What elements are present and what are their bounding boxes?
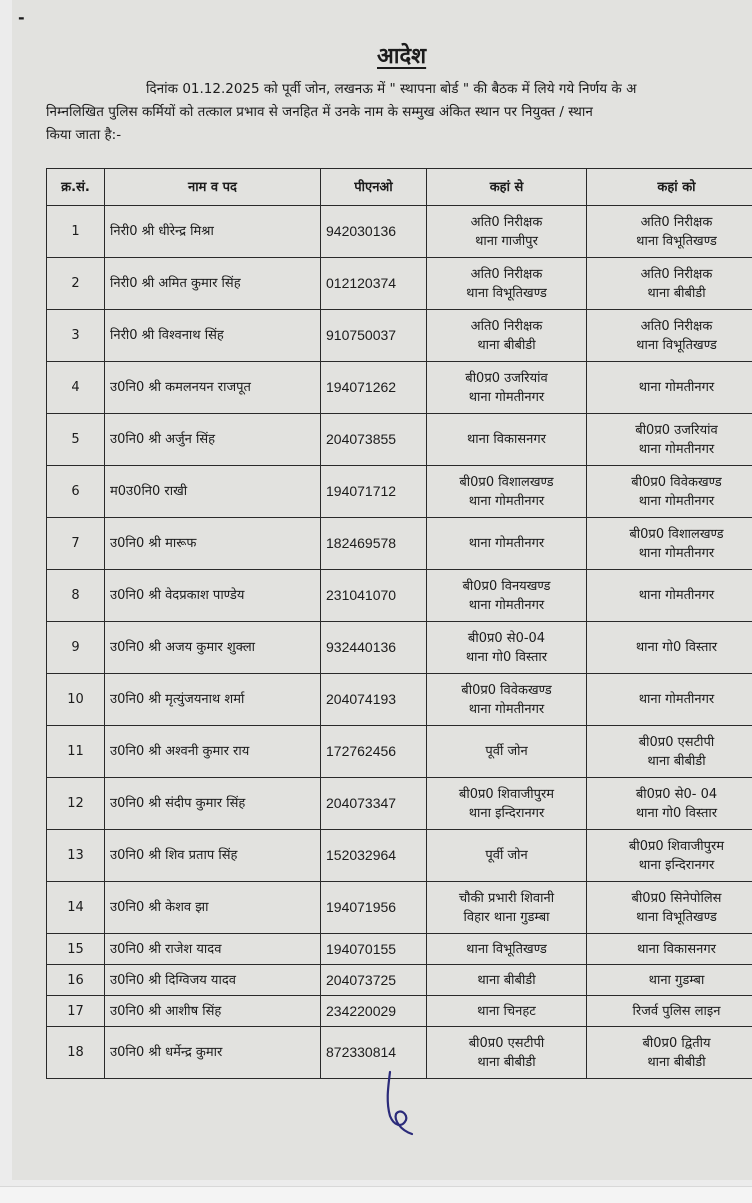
cell-to-line: थाना गो0 विस्तार bbox=[592, 638, 752, 657]
cell-pno: 204073725 bbox=[321, 965, 427, 996]
cell-to bbox=[587, 965, 752, 996]
cell-pno: 194070155 bbox=[321, 934, 427, 965]
cell-to bbox=[587, 726, 752, 778]
cell-from-line: बी0प्र0 से0-04 bbox=[432, 629, 581, 648]
cell-to-line: थाना बीबीडी bbox=[592, 752, 752, 771]
signature-mark bbox=[372, 1068, 422, 1138]
table-row bbox=[47, 996, 752, 1027]
bottom-strip bbox=[0, 1186, 752, 1203]
cell-from-line: थाना विकासनगर bbox=[432, 430, 581, 449]
cell-from-line: थाना गोमतीनगर bbox=[432, 534, 581, 553]
cell-to-line: थाना गोमतीनगर bbox=[592, 586, 752, 605]
cell-pno: 872330814 bbox=[321, 1027, 427, 1079]
cell-serial: 6 bbox=[47, 466, 105, 518]
cell-to-line: बी0प्र0 उजरियांव bbox=[592, 421, 752, 440]
cell-to bbox=[587, 622, 752, 674]
cell-to-line: बी0प्र0 शिवाजीपुरम bbox=[592, 837, 752, 856]
cell-from-line: थाना विभूतिखण्ड bbox=[432, 940, 581, 959]
cell-pno: 942030136 bbox=[321, 206, 427, 258]
table-row bbox=[47, 518, 752, 570]
cell-name-post: उ0नि0 श्री केशव झा bbox=[105, 882, 321, 934]
cell-pno: 231041070 bbox=[321, 570, 427, 622]
cell-from-line: थाना इन्दिरानगर bbox=[432, 804, 581, 823]
cell-to-line: बी0प्र0 से0- 04 bbox=[592, 785, 752, 804]
cell-to-line: थाना गोमतीनगर bbox=[592, 544, 752, 563]
table-row bbox=[47, 882, 752, 934]
posting-table bbox=[46, 168, 752, 1079]
header-serial: क्र.सं. bbox=[47, 169, 105, 206]
table-row bbox=[47, 362, 752, 414]
cell-from-line: चौकी प्रभारी शिवानी bbox=[432, 889, 581, 908]
table-row bbox=[47, 258, 752, 310]
cell-from-line: बी0प्र0 विवेकखण्ड bbox=[432, 681, 581, 700]
cell-to-line: बी0प्र0 विशालखण्ड bbox=[592, 525, 752, 544]
cell-to bbox=[587, 466, 752, 518]
cell-serial: 9 bbox=[47, 622, 105, 674]
cell-to-line: थाना गोमतीनगर bbox=[592, 690, 752, 709]
cell-to-line: बी0प्र0 द्वितीय bbox=[592, 1034, 752, 1053]
cell-pno: 204073855 bbox=[321, 414, 427, 466]
cell-from bbox=[427, 726, 587, 778]
cell-from bbox=[427, 674, 587, 726]
cell-serial: 1 bbox=[47, 206, 105, 258]
intro-line-3: किया जाता है:- bbox=[46, 124, 752, 147]
cell-from-line: अति0 निरीक्षक bbox=[432, 317, 581, 336]
table-row bbox=[47, 414, 752, 466]
cell-from bbox=[427, 934, 587, 965]
cell-pno: 152032964 bbox=[321, 830, 427, 882]
cell-serial: 15 bbox=[47, 934, 105, 965]
cell-to-line: अति0 निरीक्षक bbox=[592, 317, 752, 336]
cell-to-line: थाना विभूतिखण्ड bbox=[592, 232, 752, 251]
cell-to bbox=[587, 830, 752, 882]
table-row bbox=[47, 934, 752, 965]
table-row bbox=[47, 466, 752, 518]
table-row bbox=[47, 674, 752, 726]
cell-pno: 172762456 bbox=[321, 726, 427, 778]
cell-serial: 4 bbox=[47, 362, 105, 414]
cell-pno: 932440136 bbox=[321, 622, 427, 674]
document-page bbox=[12, 0, 752, 1180]
cell-from-line: थाना बीबीडी bbox=[432, 336, 581, 355]
cell-to-line: थाना इन्दिरानगर bbox=[592, 856, 752, 875]
cell-name-post: उ0नि0 श्री मृत्युंजयनाथ शर्मा bbox=[105, 674, 321, 726]
table-row bbox=[47, 726, 752, 778]
cell-name-post: उ0नि0 श्री शिव प्रताप सिंह bbox=[105, 830, 321, 882]
cell-name-post: म0उ0नि0 राखी bbox=[105, 466, 321, 518]
cell-pno: 204074193 bbox=[321, 674, 427, 726]
cell-serial: 17 bbox=[47, 996, 105, 1027]
table-row bbox=[47, 830, 752, 882]
cell-from-line: अति0 निरीक्षक bbox=[432, 265, 581, 284]
cell-from bbox=[427, 1027, 587, 1079]
cell-to bbox=[587, 674, 752, 726]
cell-serial: 14 bbox=[47, 882, 105, 934]
cell-to-line: बी0प्र0 एसटीपी bbox=[592, 733, 752, 752]
cell-from-line: थाना बीबीडी bbox=[432, 971, 581, 990]
cell-pno: 234220029 bbox=[321, 996, 427, 1027]
table-row bbox=[47, 206, 752, 258]
cell-from bbox=[427, 362, 587, 414]
cell-serial: 12 bbox=[47, 778, 105, 830]
cell-to-line: थाना बीबीडी bbox=[592, 284, 752, 303]
cell-to-line: थाना गोमतीनगर bbox=[592, 440, 752, 459]
cell-from bbox=[427, 882, 587, 934]
cell-name-post: उ0नि0 श्री अश्वनी कुमार राय bbox=[105, 726, 321, 778]
corner-mark: - bbox=[18, 8, 25, 27]
table-row bbox=[47, 310, 752, 362]
cell-to-line: बी0प्र0 विवेकखण्ड bbox=[592, 473, 752, 492]
table-row bbox=[47, 622, 752, 674]
cell-pno: 182469578 bbox=[321, 518, 427, 570]
cell-from-line: पूर्वी जोन bbox=[432, 742, 581, 761]
cell-from-line: थाना चिनहट bbox=[432, 1002, 581, 1021]
cell-to bbox=[587, 934, 752, 965]
cell-from bbox=[427, 310, 587, 362]
cell-to bbox=[587, 882, 752, 934]
cell-from-line: पूर्वी जोन bbox=[432, 846, 581, 865]
cell-serial: 7 bbox=[47, 518, 105, 570]
cell-to-line: बी0प्र0 सिनेपोलिस bbox=[592, 889, 752, 908]
cell-from-line: बी0प्र0 शिवाजीपुरम bbox=[432, 785, 581, 804]
cell-to bbox=[587, 310, 752, 362]
table-row bbox=[47, 965, 752, 996]
cell-name-post: निरी0 श्री धीरेन्द्र मिश्रा bbox=[105, 206, 321, 258]
cell-name-post: निरी0 श्री विश्वनाथ सिंह bbox=[105, 310, 321, 362]
cell-serial: 2 bbox=[47, 258, 105, 310]
cell-to-line: थाना गोमतीनगर bbox=[592, 378, 752, 397]
cell-to bbox=[587, 258, 752, 310]
cell-from-line: बी0प्र0 विनयखण्ड bbox=[432, 577, 581, 596]
cell-to bbox=[587, 570, 752, 622]
header-name-post: नाम व पद bbox=[105, 169, 321, 206]
cell-serial: 11 bbox=[47, 726, 105, 778]
cell-name-post: निरी0 श्री अमित कुमार सिंह bbox=[105, 258, 321, 310]
cell-serial: 18 bbox=[47, 1027, 105, 1079]
cell-from bbox=[427, 414, 587, 466]
header-to: कहां को bbox=[587, 169, 752, 206]
cell-to-line: थाना गुडम्बा bbox=[592, 971, 752, 990]
cell-name-post: उ0नि0 श्री वेदप्रकाश पाण्डेय bbox=[105, 570, 321, 622]
cell-from-line: थाना गोमतीनगर bbox=[432, 596, 581, 615]
cell-from-line: बी0प्र0 विशालखण्ड bbox=[432, 473, 581, 492]
cell-to bbox=[587, 518, 752, 570]
cell-serial: 3 bbox=[47, 310, 105, 362]
cell-from-line: थाना गोमतीनगर bbox=[432, 492, 581, 511]
cell-from-line: थाना विभूतिखण्ड bbox=[432, 284, 581, 303]
cell-serial: 5 bbox=[47, 414, 105, 466]
cell-from bbox=[427, 258, 587, 310]
cell-pno: 910750037 bbox=[321, 310, 427, 362]
cell-from bbox=[427, 206, 587, 258]
header-pno: पीएनओ bbox=[321, 169, 427, 206]
intro-line-1: दिनांक 01.12.2025 को पूर्वी जोन, लखनऊ में " स्थापना बोर्ड " की बैठक में लिये गये निर्णय के अ bbox=[46, 78, 752, 101]
cell-pno: 194071956 bbox=[321, 882, 427, 934]
cell-name-post: उ0नि0 श्री संदीप कुमार सिंह bbox=[105, 778, 321, 830]
intro-line-2: निम्नलिखित पुलिस कर्मियों को तत्काल प्रभाव से जनहित में उनके नाम के सम्मुख अंकित स्थान पर नियुक्त / स्थान bbox=[46, 101, 752, 124]
cell-name-post: उ0नि0 श्री अर्जुन सिंह bbox=[105, 414, 321, 466]
cell-pno: 204073347 bbox=[321, 778, 427, 830]
cell-from-line: थाना बीबीडी bbox=[432, 1053, 581, 1072]
cell-from bbox=[427, 570, 587, 622]
cell-pno: 012120374 bbox=[321, 258, 427, 310]
cell-serial: 8 bbox=[47, 570, 105, 622]
table-row bbox=[47, 570, 752, 622]
header-from: कहां से bbox=[427, 169, 587, 206]
document-title: आदेश bbox=[377, 40, 426, 70]
cell-to-line: रिजर्व पुलिस लाइन bbox=[592, 1002, 752, 1021]
cell-pno: 194071262 bbox=[321, 362, 427, 414]
table-body bbox=[47, 206, 752, 1079]
cell-to-line: अति0 निरीक्षक bbox=[592, 265, 752, 284]
table-header-row bbox=[47, 169, 752, 206]
cell-to-line: थाना विकासनगर bbox=[592, 940, 752, 959]
table-row bbox=[47, 778, 752, 830]
cell-from-line: बी0प्र0 उजरियांव bbox=[432, 369, 581, 388]
cell-from-line: थाना गो0 विस्तार bbox=[432, 648, 581, 667]
cell-from bbox=[427, 965, 587, 996]
cell-to bbox=[587, 362, 752, 414]
cell-name-post: उ0नि0 श्री मारूफ bbox=[105, 518, 321, 570]
cell-to-line: थाना विभूतिखण्ड bbox=[592, 336, 752, 355]
cell-from-line: थाना गोमतीनगर bbox=[432, 700, 581, 719]
cell-from bbox=[427, 518, 587, 570]
cell-pno: 194071712 bbox=[321, 466, 427, 518]
cell-from-line: विहार थाना गुडम्बा bbox=[432, 908, 581, 927]
cell-to bbox=[587, 778, 752, 830]
cell-from bbox=[427, 778, 587, 830]
cell-to-line: अति0 निरीक्षक bbox=[592, 213, 752, 232]
cell-name-post: उ0नि0 श्री दिग्विजय यादव bbox=[105, 965, 321, 996]
cell-name-post: उ0नि0 श्री आशीष सिंह bbox=[105, 996, 321, 1027]
cell-to bbox=[587, 996, 752, 1027]
cell-name-post: उ0नि0 श्री धर्मेन्द्र कुमार bbox=[105, 1027, 321, 1079]
cell-to bbox=[587, 206, 752, 258]
cell-from-line: बी0प्र0 एसटीपी bbox=[432, 1034, 581, 1053]
cell-from bbox=[427, 466, 587, 518]
cell-serial: 10 bbox=[47, 674, 105, 726]
cell-from bbox=[427, 830, 587, 882]
cell-to-line: थाना बीबीडी bbox=[592, 1053, 752, 1072]
cell-to-line: थाना गो0 विस्तार bbox=[592, 804, 752, 823]
cell-serial: 16 bbox=[47, 965, 105, 996]
intro-paragraph bbox=[46, 78, 752, 147]
cell-name-post: उ0नि0 श्री राजेश यादव bbox=[105, 934, 321, 965]
cell-from-line: थाना गोमतीनगर bbox=[432, 388, 581, 407]
cell-from bbox=[427, 622, 587, 674]
cell-from-line: थाना गाजीपुर bbox=[432, 232, 581, 251]
cell-to-line: थाना विभूतिखण्ड bbox=[592, 908, 752, 927]
cell-name-post: उ0नि0 श्री कमलनयन राजपूत bbox=[105, 362, 321, 414]
cell-to-line: थाना गोमतीनगर bbox=[592, 492, 752, 511]
cell-serial: 13 bbox=[47, 830, 105, 882]
cell-from bbox=[427, 996, 587, 1027]
cell-from-line: अति0 निरीक्षक bbox=[432, 213, 581, 232]
cell-to bbox=[587, 414, 752, 466]
cell-name-post: उ0नि0 श्री अजय कुमार शुक्ला bbox=[105, 622, 321, 674]
cell-to bbox=[587, 1027, 752, 1079]
